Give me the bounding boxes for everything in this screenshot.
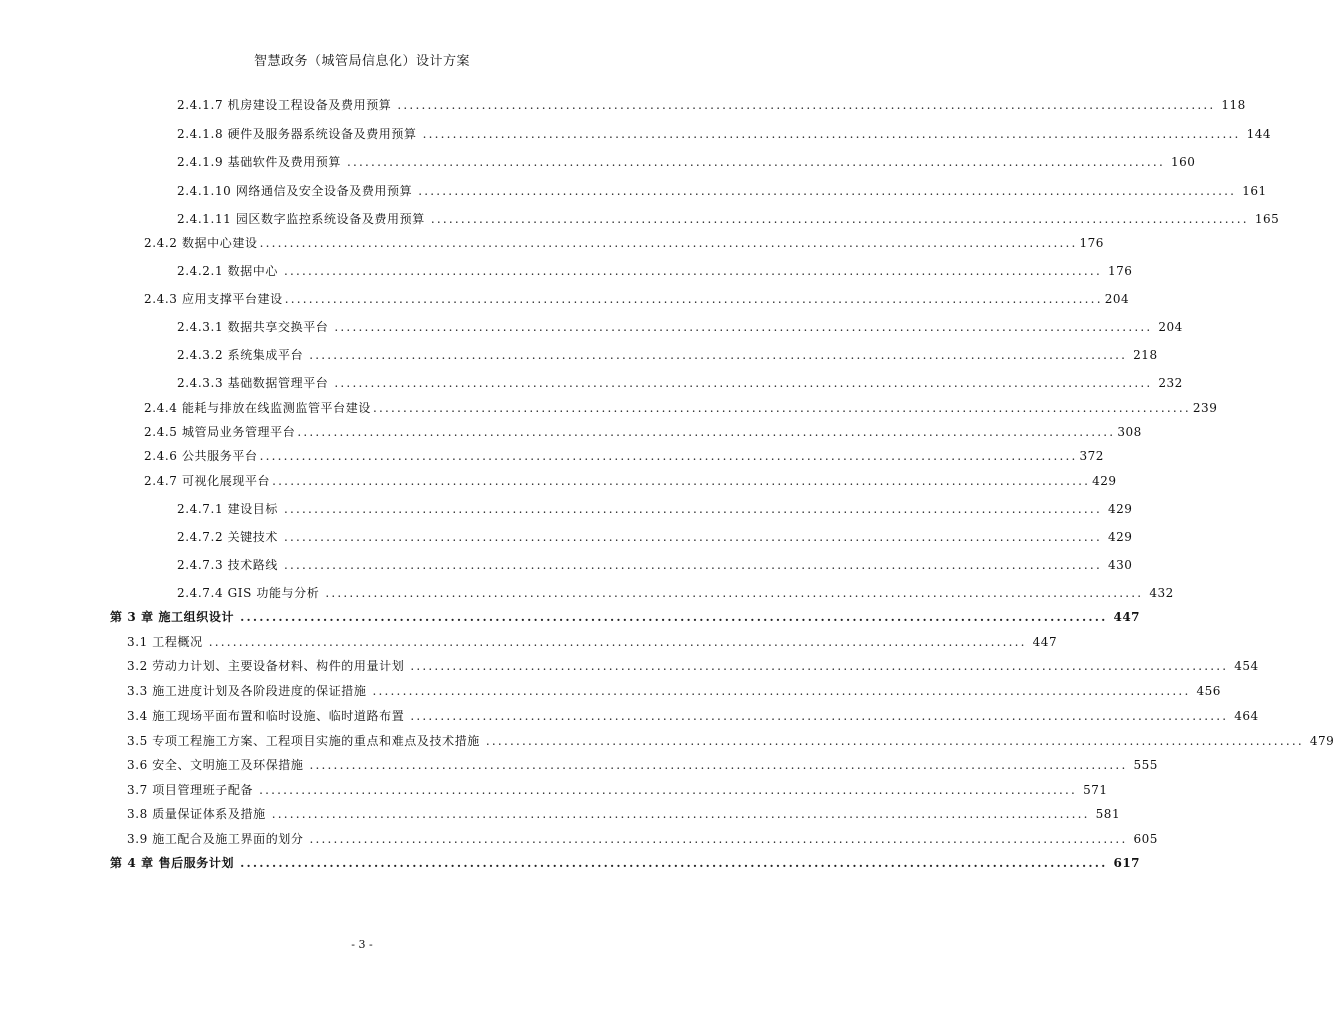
page-number: - 3 - bbox=[351, 938, 373, 951]
toc-entry-title: 3.3 施工进度计划及各阶段进度的保证措施 bbox=[127, 684, 367, 698]
toc-dot-leader: ........................................................................................................................................ bbox=[297, 425, 1116, 439]
toc-page-number: 617 bbox=[1113, 856, 1141, 870]
toc-entry-title: 2.4.7 可视化展现平台 bbox=[144, 474, 271, 488]
toc-entry-title: 2.4.3.1 数据共享交换平台 bbox=[177, 320, 329, 334]
toc-dot-leader: ........................................................................................................................................ bbox=[418, 184, 1237, 198]
toc-entry[interactable] bbox=[127, 731, 1334, 749]
toc-entry-title: 2.4.2 数据中心建设 bbox=[144, 236, 258, 250]
toc-entry[interactable] bbox=[177, 95, 1246, 113]
toc-dot-leader: ........................................................................................................................................ bbox=[309, 348, 1128, 362]
toc-dot-leader: ........................................................................................................................................ bbox=[272, 474, 1091, 488]
toc-page-number: 456 bbox=[1196, 684, 1221, 698]
toc-entry-title: 3.7 项目管理班子配备 bbox=[127, 783, 254, 797]
toc-entry[interactable] bbox=[127, 755, 1158, 773]
toc-page-number: 176 bbox=[1079, 236, 1104, 250]
toc-dot-leader: ........................................................................................................................................ bbox=[271, 807, 1090, 821]
toc-entry[interactable] bbox=[127, 681, 1221, 699]
toc-entry[interactable] bbox=[144, 422, 1142, 440]
toc-entry[interactable] bbox=[127, 829, 1158, 847]
toc-dot-leader: ........................................................................................................................................ bbox=[284, 558, 1102, 572]
toc-entry-title: 第 3 章 施工组织设计 bbox=[110, 610, 235, 624]
toc-dot-leader: ........................................................................................................................................ bbox=[334, 376, 1153, 390]
toc-dot-leader: ........................................................................................................................................ bbox=[410, 709, 1229, 723]
toc-entry-title: 2.4.1.7 机房建设工程设备及费用预算 bbox=[177, 98, 392, 112]
toc-entry-title: 3.6 安全、文明施工及环保措施 bbox=[127, 758, 304, 772]
toc-entry[interactable] bbox=[177, 261, 1133, 279]
toc-page-number: 555 bbox=[1133, 758, 1158, 772]
toc-entry-title: 2.4.1.9 基础软件及费用预算 bbox=[177, 155, 341, 169]
toc-entry[interactable] bbox=[177, 583, 1174, 601]
toc-page-number: 464 bbox=[1234, 709, 1259, 723]
toc-page-number: 429 bbox=[1107, 530, 1133, 544]
page-header: 智慧政务（城管局信息化）设计方案 bbox=[253, 54, 470, 69]
toc-page-number: 218 bbox=[1133, 348, 1158, 362]
toc-entry-title: 3.2 劳动力计划、主要设备材料、构件的用量计划 bbox=[127, 659, 405, 673]
toc-page-number: 454 bbox=[1234, 659, 1259, 673]
toc-entry-title: 3.5 专项工程施工方案、工程项目实施的重点和难点及技术措施 bbox=[127, 734, 480, 748]
toc-page-number: 429 bbox=[1092, 474, 1117, 488]
toc-entry-title: 第 4 章 售后服务计划 bbox=[110, 856, 235, 870]
toc-entry-title: 2.4.1.10 网络通信及安全设备及费用预算 bbox=[177, 184, 413, 198]
toc-entry-title: 3.9 施工配合及施工界面的划分 bbox=[127, 832, 304, 846]
toc-page-number: 479 bbox=[1309, 734, 1334, 748]
toc-dot-leader: ........................................................................................................................................ bbox=[410, 659, 1229, 673]
toc-page-number: 447 bbox=[1113, 610, 1141, 624]
toc-page-number: 204 bbox=[1104, 292, 1130, 306]
toc-dot-leader: ........................................................................................................................................ bbox=[284, 502, 1102, 516]
toc-page-number: 372 bbox=[1079, 449, 1104, 463]
toc-entry[interactable] bbox=[144, 471, 1117, 489]
toc-dot-leader: ........................................................................................................................................ bbox=[284, 530, 1102, 544]
toc-page-number: 160 bbox=[1170, 155, 1196, 169]
toc-page-number: 430 bbox=[1107, 558, 1133, 572]
toc-entry[interactable] bbox=[177, 209, 1280, 227]
toc-dot-leader: ........................................................................................................................................ bbox=[372, 684, 1191, 698]
toc-entry[interactable] bbox=[177, 499, 1133, 517]
toc-dot-leader: ........................................................................................................................................ bbox=[347, 155, 1165, 169]
toc-page-number: 605 bbox=[1133, 832, 1158, 846]
toc-dot-leader: ........................................................................................................................................ bbox=[325, 586, 1144, 600]
toc-entry[interactable] bbox=[127, 632, 1058, 650]
toc-dot-leader: ........................................................................................................................................ bbox=[309, 758, 1128, 772]
toc-entry[interactable] bbox=[144, 233, 1104, 251]
toc-dot-leader: ........................................................................................................................................ bbox=[208, 635, 1027, 649]
toc-dot-leader: ........................................................................................................................................ bbox=[240, 610, 1108, 624]
toc-entry[interactable] bbox=[177, 345, 1158, 363]
toc-dot-leader: ........................................................................................................................................ bbox=[430, 212, 1249, 226]
toc-entry-title: 2.4.3.2 系统集成平台 bbox=[177, 348, 304, 362]
toc-entry[interactable] bbox=[177, 152, 1196, 170]
toc-dot-leader: ........................................................................................................................................ bbox=[422, 127, 1241, 141]
toc-page-number: 176 bbox=[1107, 264, 1133, 278]
toc-dot-leader: ........................................................................................................................................ bbox=[259, 449, 1078, 463]
toc-page-number: 308 bbox=[1117, 425, 1142, 439]
toc-page-number: 165 bbox=[1254, 212, 1280, 226]
toc-page-number: 447 bbox=[1032, 635, 1058, 649]
toc-entry-title: 3.1 工程概况 bbox=[127, 635, 203, 649]
toc-entry[interactable] bbox=[127, 706, 1259, 724]
toc-entry[interactable] bbox=[127, 780, 1108, 798]
toc-page-number: 204 bbox=[1158, 320, 1183, 334]
toc-entry-title: 2.4.4 能耗与排放在线监测监管平台建设 bbox=[144, 401, 371, 415]
toc-entry[interactable] bbox=[177, 527, 1133, 545]
toc-page-number: 144 bbox=[1246, 127, 1271, 141]
toc-entry-title: 2.4.6 公共服务平台 bbox=[144, 449, 258, 463]
toc-dot-leader: ........................................................................................................................................ bbox=[284, 292, 1103, 306]
toc-entry[interactable] bbox=[177, 555, 1133, 573]
toc-entry-title: 2.4.3 应用支撑平台建设 bbox=[144, 292, 283, 306]
toc-dot-leader: ........................................................................................................................................ bbox=[334, 320, 1153, 334]
toc-page-number: 571 bbox=[1083, 783, 1108, 797]
toc-entry[interactable] bbox=[177, 317, 1183, 335]
toc-entry[interactable] bbox=[144, 446, 1104, 464]
toc-page-number: 429 bbox=[1107, 502, 1133, 516]
toc-page-number: 432 bbox=[1149, 586, 1174, 600]
toc-dot-leader: ........................................................................................................................................ bbox=[259, 236, 1078, 250]
toc-entry-title: 2.4.7.1 建设目标 bbox=[177, 502, 278, 516]
toc-page-number: 239 bbox=[1192, 401, 1218, 415]
toc-page-number: 118 bbox=[1221, 98, 1246, 112]
toc-dot-leader: ........................................................................................................................................ bbox=[397, 98, 1216, 112]
toc-entry[interactable] bbox=[110, 607, 1141, 625]
toc-entry-title: 2.4.7.2 关键技术 bbox=[177, 530, 278, 544]
toc-page-number: 581 bbox=[1095, 807, 1121, 821]
toc-dot-leader: ........................................................................................................................................ bbox=[485, 734, 1304, 748]
toc-entry-title: 2.4.3.3 基础数据管理平台 bbox=[177, 376, 329, 390]
toc-entry-title: 2.4.7.4 GIS 功能与分析 bbox=[177, 586, 320, 600]
toc-entry[interactable] bbox=[177, 373, 1183, 391]
toc-entry[interactable] bbox=[177, 124, 1271, 142]
toc-entry[interactable] bbox=[177, 181, 1267, 199]
toc-entry[interactable] bbox=[144, 289, 1130, 307]
toc-dot-leader: ........................................................................................................................................ bbox=[372, 401, 1191, 415]
toc-entry-title: 2.4.7.3 技术路线 bbox=[177, 558, 278, 572]
toc-entry-title: 2.4.2.1 数据中心 bbox=[177, 264, 278, 278]
toc-dot-leader: ........................................................................................................................................ bbox=[259, 783, 1078, 797]
toc-entry-title: 3.4 施工现场平面布置和临时设施、临时道路布置 bbox=[127, 709, 405, 723]
toc-entry[interactable] bbox=[110, 853, 1141, 871]
toc-entry-title: 2.4.1.8 硬件及服务器系统设备及费用预算 bbox=[177, 127, 417, 141]
toc-entry[interactable] bbox=[127, 804, 1121, 822]
toc-entry[interactable] bbox=[144, 398, 1218, 416]
toc-entry-title: 2.4.1.11 园区数字监控系统设备及费用预算 bbox=[177, 212, 425, 226]
toc-dot-leader: ........................................................................................................................................ bbox=[309, 832, 1128, 846]
toc-page-number: 161 bbox=[1242, 184, 1267, 198]
toc-entry-title: 2.4.5 城管局业务管理平台 bbox=[144, 425, 296, 439]
toc-page-number: 232 bbox=[1158, 376, 1183, 390]
toc-entry[interactable] bbox=[127, 656, 1259, 674]
toc-dot-leader: ........................................................................................................................................ bbox=[284, 264, 1102, 278]
toc-entry-title: 3.8 质量保证体系及措施 bbox=[127, 807, 266, 821]
toc-dot-leader: ........................................................................................................................................ bbox=[240, 856, 1108, 870]
